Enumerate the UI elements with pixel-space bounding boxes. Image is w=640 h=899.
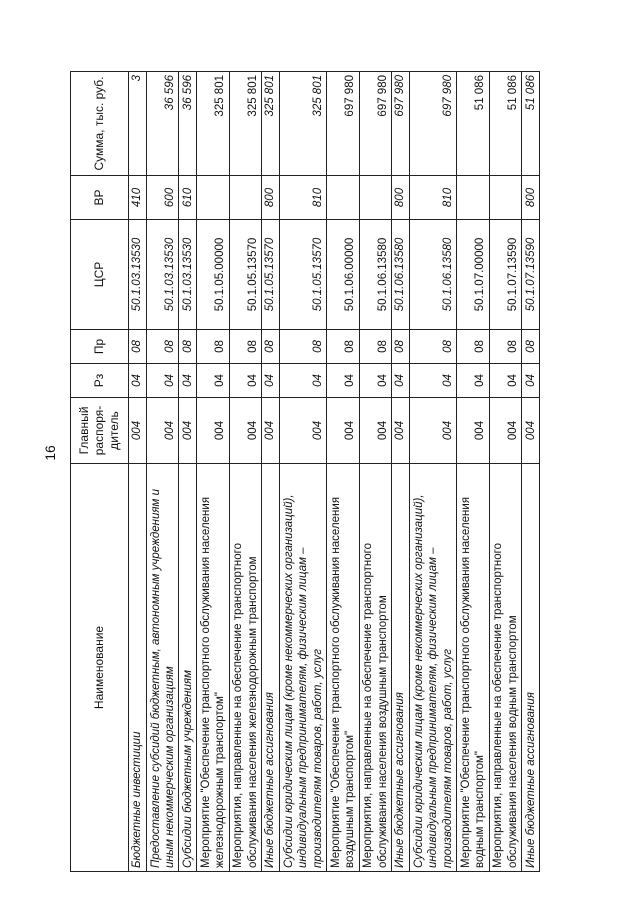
cell-name: Иные бюджетные ассигнования (392, 464, 410, 872)
header-rz: Рз (71, 364, 129, 398)
table-row (229, 72, 262, 872)
cell-csr: 50.1.05.13570 (229, 220, 262, 330)
header-manager: Главный распоря-дитель (71, 398, 129, 464)
cell-vr (457, 176, 490, 220)
cell-sum: 697 980 (327, 72, 360, 176)
cell-rz: 04 (146, 364, 179, 398)
cell-rz: 04 (409, 364, 456, 398)
cell-pr: 08 (489, 330, 522, 364)
cell-csr: 50.1.07.13590 (522, 220, 540, 330)
cell-sum: 36 596 (146, 72, 179, 176)
cell-manager: 004 (359, 398, 392, 464)
cell-name: Иные бюджетные ассигнования (522, 464, 540, 872)
cell-csr: 50.1.06.13580 (359, 220, 392, 330)
table-row (392, 72, 410, 872)
cell-csr: 50.1.07.00000 (457, 220, 490, 330)
cell-name: Мероприятие "Обеспечение транспортного обслуживания населения железнодорожным транспортом" (197, 464, 230, 872)
cell-sum: 51 086 (489, 72, 522, 176)
cell-rz: 04 (279, 364, 326, 398)
header-vr: ВР (71, 176, 129, 220)
budget-table (70, 71, 540, 872)
cell-rz: 04 (359, 364, 392, 398)
cell-vr: 800 (262, 176, 280, 220)
cell-pr: 08 (179, 330, 197, 364)
cell-pr: 08 (229, 330, 262, 364)
table-row (409, 72, 456, 872)
cell-manager: 004 (279, 398, 326, 464)
cell-pr: 08 (279, 330, 326, 364)
cell-sum: 325 801 (279, 72, 326, 176)
table-row (522, 72, 540, 872)
cell-vr: 610 (179, 176, 197, 220)
cell-pr: 08 (522, 330, 540, 364)
cell-manager: 004 (262, 398, 280, 464)
table-row (359, 72, 392, 872)
cell-manager: 004 (392, 398, 410, 464)
cell-rz: 04 (197, 364, 230, 398)
cell-manager: 004 (146, 398, 179, 464)
table-row (489, 72, 522, 872)
cell-vr (229, 176, 262, 220)
cell-pr: 08 (392, 330, 410, 364)
page-number: 16 (41, 445, 58, 461)
cell-rz: 04 (457, 364, 490, 398)
cell-pr: 08 (262, 330, 280, 364)
cell-rz: 04 (522, 364, 540, 398)
cell-csr: 50.1.05.13570 (279, 220, 326, 330)
cell-name: Субсидии юридическим лицам (кроме некоммерческих организаций), индивидуальным предпринимателям, физическим лицам – производителям товаров, работ, услуг (279, 464, 326, 872)
cell-csr: 50.1.05.13570 (262, 220, 280, 330)
cell-pr: 08 (409, 330, 456, 364)
cell-vr (197, 176, 230, 220)
cell-name: Предоставление субсидий бюджетным, автономным учреждениям и иным некоммерческим организациям (146, 464, 179, 872)
cell-sum: 325 801 (262, 72, 280, 176)
cell-name: Мероприятия, направленные на обеспечение транспортного обслуживания населения воздушным транспортом (359, 464, 392, 872)
cell-sum: 325 801 (197, 72, 230, 176)
cell-name: Субсидии юридическим лицам (кроме некоммерческих организаций), индивидуальным предпринимателям, физическим лицам – производителям товаров, работ, услуг (409, 464, 456, 872)
table-row (129, 72, 147, 872)
cell-vr: 800 (392, 176, 410, 220)
cell-rz: 04 (129, 364, 147, 398)
cell-sum: 697 980 (392, 72, 410, 176)
cell-manager: 004 (457, 398, 490, 464)
cell-manager: 004 (129, 398, 147, 464)
cell-pr: 08 (146, 330, 179, 364)
table-row (327, 72, 360, 872)
table-row (262, 72, 280, 872)
cell-csr: 50.1.06.13580 (392, 220, 410, 330)
cell-pr: 08 (197, 330, 230, 364)
cell-csr: 50.1.03.13530 (129, 220, 147, 330)
budget-table-rotated (70, 72, 540, 872)
table-row (457, 72, 490, 872)
cell-pr: 08 (129, 330, 147, 364)
cell-manager: 004 (327, 398, 360, 464)
cell-manager: 004 (489, 398, 522, 464)
cell-sum: 697 980 (409, 72, 456, 176)
table-row (146, 72, 179, 872)
cell-rz: 04 (392, 364, 410, 398)
cell-pr: 08 (359, 330, 392, 364)
cell-name: Бюджетные инвестиции (129, 464, 147, 872)
cell-pr: 08 (457, 330, 490, 364)
header-name: Наименование (71, 464, 129, 872)
cell-vr: 800 (522, 176, 540, 220)
table-row (179, 72, 197, 872)
cell-manager: 004 (229, 398, 262, 464)
cell-vr: 810 (409, 176, 456, 220)
cell-vr (489, 176, 522, 220)
cell-csr: 50.1.06.00000 (327, 220, 360, 330)
table-row (279, 72, 326, 872)
cell-manager: 004 (409, 398, 456, 464)
cell-sum: 325 801 (229, 72, 262, 176)
cell-vr (359, 176, 392, 220)
header-sum: Сумма, тыс. руб. (71, 72, 129, 176)
cell-vr (327, 176, 360, 220)
cell-manager: 004 (522, 398, 540, 464)
cell-csr: 50.1.03.13530 (146, 220, 179, 330)
cell-pr: 08 (327, 330, 360, 364)
cell-name: Мероприятие "Обеспечение транспортного обслуживания населения воздушным транспортом" (327, 464, 360, 872)
cell-sum: 36 596 (179, 72, 197, 176)
cell-name: Субсидии бюджетным учреждениям (179, 464, 197, 872)
cell-rz: 04 (327, 364, 360, 398)
cell-name: Мероприятия, направленные на обеспечение транспортного обслуживания населения железнодорожным транспортом (229, 464, 262, 872)
cell-csr: 50.1.07.13590 (489, 220, 522, 330)
cell-rz: 04 (262, 364, 280, 398)
cell-manager: 004 (197, 398, 230, 464)
cell-rz: 04 (179, 364, 197, 398)
cell-rz: 04 (229, 364, 262, 398)
cell-name: Мероприятие "Обеспечение транспортного обслуживания населения водным транспортом" (457, 464, 490, 872)
cell-csr: 50.1.06.13580 (409, 220, 456, 330)
table-row (197, 72, 230, 872)
cell-csr: 50.1.05.00000 (197, 220, 230, 330)
cell-vr: 410 (129, 176, 147, 220)
header-row (71, 72, 129, 872)
cell-csr: 50.1.03.13530 (179, 220, 197, 330)
cell-manager: 004 (179, 398, 197, 464)
cell-vr: 600 (146, 176, 179, 220)
cell-name: Мероприятия, направленные на обеспечение транспортного обслуживания населения водным транспортом (489, 464, 522, 872)
cell-vr: 810 (279, 176, 326, 220)
header-pr: Пр (71, 330, 129, 364)
cell-name: Иные бюджетные ассигнования (262, 464, 280, 872)
cell-rz: 04 (489, 364, 522, 398)
cell-sum: 51 086 (457, 72, 490, 176)
cell-sum: 697 980 (359, 72, 392, 176)
cell-sum: 51 086 (522, 72, 540, 176)
cell-sum: 3 (129, 72, 147, 176)
header-csr: ЦСР (71, 220, 129, 330)
